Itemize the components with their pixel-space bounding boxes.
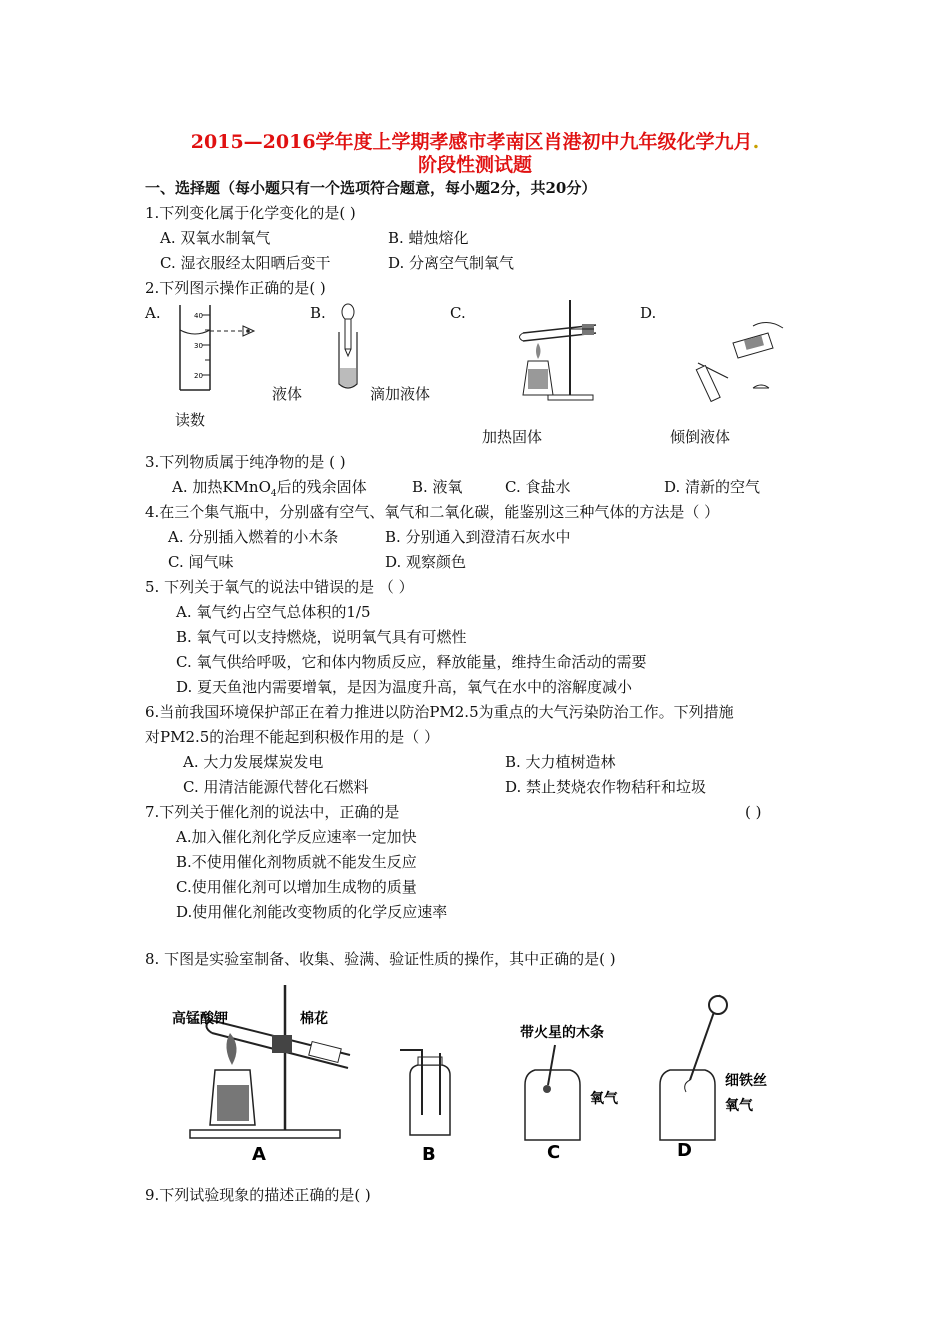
section-heading: 一、选择题（每小题只有一个选项符合题意，每小题2分，共20分）	[145, 179, 597, 197]
label-oxygen-c: 氧气	[590, 1091, 618, 1107]
q1-option-b: B. 蜡烛熔化	[388, 229, 469, 247]
dropper-figure	[328, 300, 368, 395]
q6-stem-line2: 对PM2.5的治理不能起到积极作用的是（ ）	[145, 728, 440, 746]
q6-option-c: C. 用清洁能源代替化石燃料	[183, 778, 369, 796]
label-wire: 细铁丝	[725, 1073, 767, 1089]
q2-letter-d: D.	[640, 304, 657, 322]
q4-stem: 4.在三个集气瓶中，分别盛有空气、氧气和二氧化碳，能鉴别这三种气体的方法是（ ）	[145, 503, 720, 521]
cylinder-mark-40: 40	[194, 312, 203, 320]
q3-option-d: D. 清新的空气	[664, 478, 761, 496]
q2-letter-a: A.	[145, 304, 161, 322]
q8-figure-b	[400, 1050, 450, 1135]
q3-option-c: C. 食盐水	[505, 478, 571, 496]
q3-option-b: B. 液氧	[412, 478, 463, 496]
q2-caption-dropping: 滴加液体	[370, 385, 431, 403]
q8-figure-a	[172, 985, 350, 1138]
q9-stem: 9.下列试验现象的描述正确的是( )	[145, 1186, 371, 1204]
label-oxygen-d: 氧气	[725, 1098, 753, 1114]
q7-stem: 7.下列关于催化剂的说法中，正确的是	[145, 803, 400, 821]
q6-stem-line1: 6.当前我国环境保护部正在着力推进以防治PM2.5为重点的大气污染防治工作。下列措施	[145, 703, 734, 721]
label-kmno4: 高锰酸钾	[172, 1011, 228, 1027]
q8-letter-b: B	[422, 1144, 436, 1165]
q3-stem: 3.下列物质属于纯净物的是 ( )	[145, 453, 346, 471]
q2-letter-c: C.	[450, 304, 466, 322]
q1-option-d: D. 分离空气制氧气	[388, 254, 515, 272]
q7-option-a: A.加入催化剂化学反应速率一定加快	[176, 828, 417, 846]
exam-title-line2: 阶段性测试题	[417, 154, 532, 176]
q5-option-c: C. 氧气供给呼吸，它和体内物质反应，释放能量，维持生命活动的需要	[176, 653, 647, 671]
q2-caption-heating: 加热固体	[482, 428, 543, 446]
q4-option-d: D. 观察颜色	[385, 553, 467, 571]
q8-figure-c	[520, 1024, 619, 1140]
q8-letter-c: C	[547, 1142, 561, 1163]
q8-letter-d: D	[677, 1140, 692, 1161]
heating-solid-figure	[508, 295, 608, 405]
q8-apparatus-figure	[160, 975, 810, 1170]
q3-option-a: A. 加热KMnO$_4$后的残余固体	[172, 478, 367, 499]
q8-figure-d	[660, 995, 767, 1140]
q2-caption-reading: 读数	[175, 411, 206, 429]
q4-option-c: C. 闻气味	[168, 553, 234, 571]
q5-stem: 5. 下列关于氧气的说法中错误的是 （ ）	[145, 578, 414, 596]
q7-option-d: D.使用催化剂能改变物质的化学反应速率	[176, 903, 448, 921]
q5-option-b: B. 氧气可以支持燃烧，说明氧气具有可燃性	[176, 628, 467, 646]
q4-option-a: A. 分别插入燃着的小木条	[168, 528, 339, 546]
q5-option-a: A. 氧气约占空气总体积的1/5	[176, 603, 371, 621]
cylinder-mark-20: 20	[194, 372, 203, 380]
q4-option-b: B. 分别通入到澄清石灰水中	[385, 528, 571, 546]
q6-option-a: A. 大力发展煤炭发电	[183, 753, 324, 771]
q1-option-a: A. 双氧水制氧气	[160, 229, 271, 247]
q2-stem: 2.下列图示操作正确的是( )	[145, 279, 326, 297]
q2-letter-b: B.	[310, 304, 326, 322]
q7-option-c: C.使用催化剂可以增加生成物的质量	[176, 878, 417, 896]
label-cotton: 棉花	[300, 1011, 328, 1027]
q7-option-b: B.不使用催化剂物质就不能发生反应	[176, 853, 417, 871]
exam-title-line1: 2015—2016学年度上学期孝感市孝南区肖港初中九年级化学九月.	[190, 131, 760, 153]
q8-stem: 8. 下图是实验室制备、收集、验满、验证性质的操作，其中正确的是( )	[145, 950, 616, 968]
cylinder-mark-30: 30	[194, 342, 203, 350]
q2-caption-pouring: 倾倒液体	[670, 428, 731, 446]
q1-option-c: C. 湿衣服经太阳晒后变干	[160, 254, 331, 272]
pouring-liquid-figure	[683, 318, 793, 403]
q6-option-d: D. 禁止焚烧农作物秸秆和垃圾	[505, 778, 707, 796]
q8-letter-a: A	[252, 1144, 266, 1165]
q1-stem: 1.下列变化属于化学变化的是( )	[145, 204, 356, 222]
q5-option-d: D. 夏天鱼池内需要增氧，是因为温度升高，氧气在水中的溶解度减小	[176, 678, 633, 696]
q2-caption-liquid: 液体	[272, 385, 303, 403]
graduated-cylinder-figure	[168, 300, 268, 395]
q6-option-b: B. 大力植树造林	[505, 753, 616, 771]
label-splint: 带火星的木条	[520, 1025, 604, 1041]
q7-bracket: ( )	[745, 803, 762, 821]
